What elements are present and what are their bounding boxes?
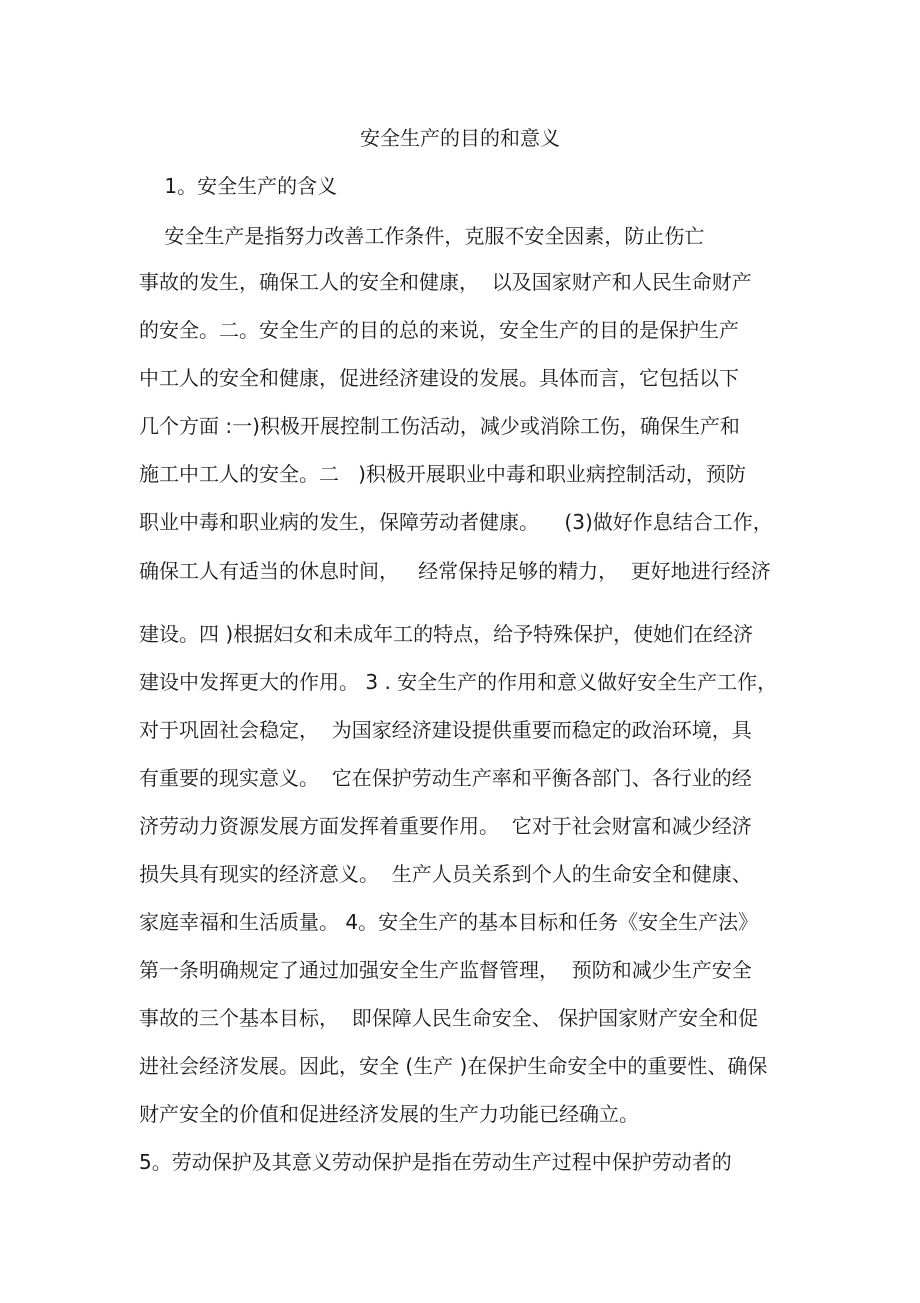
text-line: 几个方面 :一)积极开展控制工伤活动，减少或消除工伤，确保生产和 (139, 414, 740, 438)
text-line: 5。劳动保护及其意义劳动保护是指在劳动生产过程中保护劳动者的 (139, 1150, 732, 1174)
text-line: 建设中发挥更大的作用。 3 . 安全生产的作用和意义做好安全生产工作， (139, 670, 778, 694)
text-line: 济劳动力资源发展方面发挥着重要作用。 它对于社会财富和减少经济 (139, 814, 752, 838)
text-line: 事故的发生，确保工人的安全和健康， 以及国家财产和人民生命财产 (139, 270, 752, 294)
text-line: 1。安全生产的含义 (139, 174, 338, 198)
text-line: 施工中工人的安全。二 )积极开展职业中毒和职业病控制活动，预防 (139, 462, 746, 486)
text-line: 中工人的安全和健康，促进经济建设的发展。具体而言，它包括以下 (139, 366, 739, 390)
text-line: 家庭幸福和生活质量。 4。安全生产的基本目标和任务《安全生产法》 (139, 910, 759, 934)
text-line: 职业中毒和职业病的发生，保障劳动者健康。 (3)做好作息结合工作， (139, 510, 773, 534)
text-line: 事故的三个基本目标， 即保障人民生命安全、 保护国家财产安全和促 (139, 1006, 759, 1030)
text-line: 建设。四 )根据妇女和未成年工的特点，给予特殊保护，使她们在经济 (139, 622, 754, 646)
text-line: 第一条明确规定了通过加强安全生产监督管理， 预防和减少生产安全 (139, 958, 752, 982)
text-line: 确保工人有适当的休息时间， 经常保持足够的精力， 更好地进行经济 (139, 559, 771, 583)
text-line: 财产安全的价值和促进经济发展的生产力功能已经确立。 (139, 1102, 639, 1126)
text-line: 有重要的现实意义。 它在保护劳动生产率和平衡各部门、各行业的经 (139, 766, 752, 790)
text-line: 对于巩固社会稳定， 为国家经济建设提供重要而稳定的政治环境，具 (139, 718, 752, 742)
document-title: 安全生产的目的和意义 (360, 126, 560, 150)
text-line: 进社会经济发展。因此，安全 (生产 )在保护生命安全中的重要性、确保 (139, 1054, 768, 1078)
text-line: 损失具有现实的经济意义。 生产人员关系到个人的生命安全和健康、 (139, 862, 752, 886)
text-line: 安全生产是指努力改善工作条件，克服不安全因素，防止伤亡 (139, 224, 705, 248)
text-line: 的安全。二。安全生产的目的总的来说，安全生产的目的是保护生产 (139, 318, 739, 342)
